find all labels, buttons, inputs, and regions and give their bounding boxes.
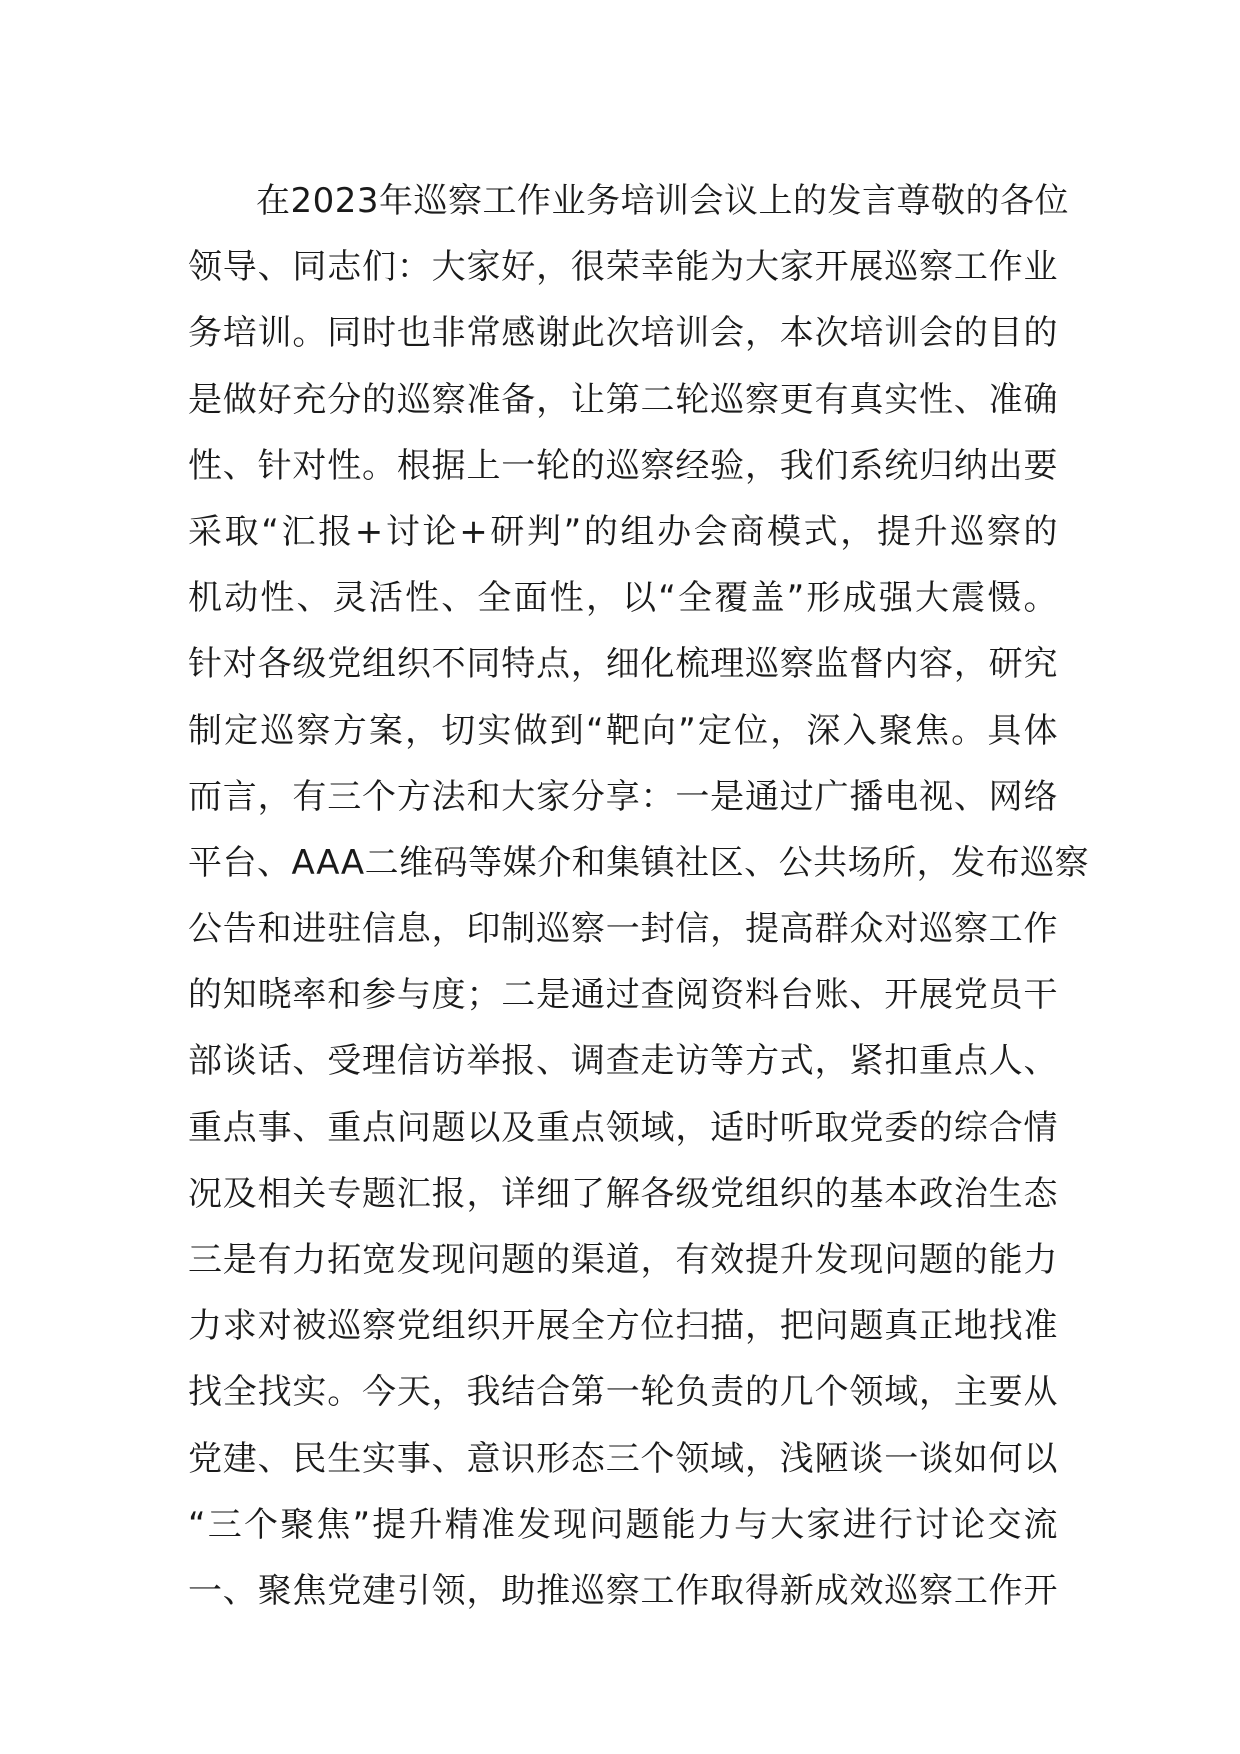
body-text [188, 168, 1090, 1624]
text-line-9: 制定巡察方案，切实做到“靶向”定位，深入聚焦。具体 [188, 710, 1058, 751]
text-line-12: 公告和进驻信息，印制巡察一封信，提高群众对巡察工作 [188, 909, 1058, 950]
text-line-1: 在2023年巡察工作业务培训会议上的发言尊敬的各位 [256, 181, 1070, 221]
text-line-11: 平台、AAA二维码等媒介和集镇社区、公共场所，发布巡察 [188, 842, 1090, 883]
text-line-10: 而言，有三个方法和大家分享：一是通过广播电视、网络 [188, 776, 1058, 817]
text-line-5: 性、针对性。根据上一轮的巡察经验，我们系统归纳出要 [188, 445, 1058, 486]
text-line-22: 一、聚焦党建引领，助推巡察工作取得新成效巡察工作开 [188, 1570, 1058, 1611]
text-line-4: 是做好充分的巡察准备，让第二轮巡察更有真实性、准确 [188, 379, 1058, 420]
text-line-13: 的知晓率和参与度；二是通过查阅资料台账、开展党员干 [188, 975, 1058, 1016]
text-line-2: 领导、同志们：大家好，很荣幸能为大家开展巡察工作业 [188, 247, 1058, 288]
text-line-18: 力求对被巡察党组织开展全方位扫描，把问题真正地找准 [188, 1306, 1058, 1347]
text-line-8: 针对各级党组织不同特点，细化梳理巡察监督内容，研究 [188, 644, 1058, 685]
text-line-21: “三个聚焦”提升精准发现问题能力与大家进行讨论交流 [188, 1504, 1058, 1545]
text-line-3: 务培训。同时也非常感谢此次培训会，本次培训会的目的 [188, 313, 1058, 354]
text-line-16: 况及相关专题汇报，详细了解各级党组织的基本政治生态 [188, 1173, 1058, 1214]
text-line-17: 三是有力拓宽发现问题的渠道，有效提升发现问题的能力 [188, 1240, 1058, 1280]
text-line-19: 找全找实。今天，我结合第一轮负责的几个领域，主要从 [188, 1372, 1058, 1413]
text-line-6: 采取“汇报+讨论+研判”的组办会商模式，提升巡察的 [188, 511, 1058, 552]
text-line-7: 机动性、灵活性、全面性，以“全覆盖”形成强大震慑。 [188, 578, 1058, 619]
text-line-15: 重点事、重点问题以及重点领域，适时听取党委的综合情 [188, 1107, 1058, 1148]
text-line-20: 党建、民生实事、意识形态三个领域，浅陋谈一谈如何以 [188, 1438, 1058, 1479]
text-line-14: 部谈话、受理信访举报、调查走访等方式，紧扣重点人、 [188, 1041, 1058, 1082]
